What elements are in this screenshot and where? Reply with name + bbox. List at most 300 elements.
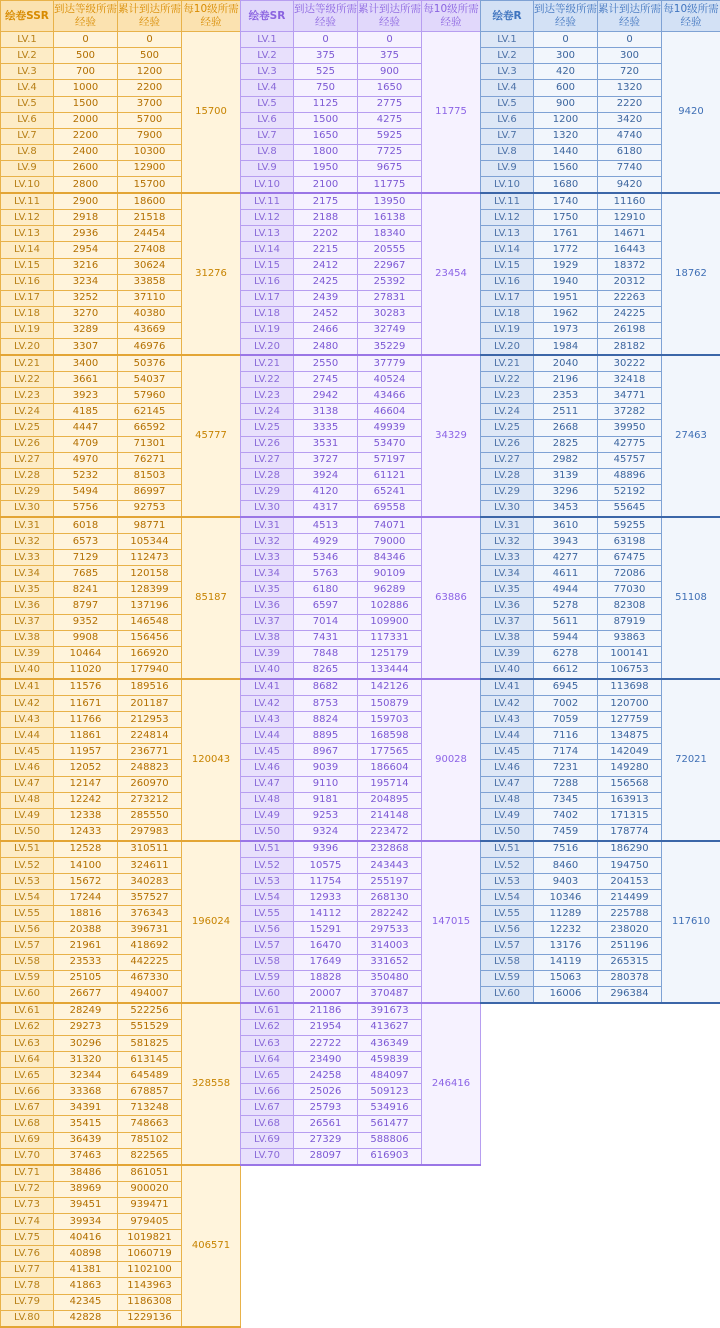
- level-cell: LV.11: [1, 193, 54, 210]
- level-cell: LV.26: [481, 436, 534, 452]
- level-cell: LV.7: [1, 128, 54, 144]
- cumulative-exp-cell: 214499: [598, 890, 662, 906]
- cumulative-exp-cell: 2200: [118, 80, 182, 96]
- cumulative-exp-cell: 39950: [598, 420, 662, 436]
- level-cell: LV.44: [1, 728, 54, 744]
- level-exp-cell: 1560: [534, 160, 598, 176]
- level-cell: LV.56: [241, 922, 294, 938]
- cumulative-exp-cell: 142049: [598, 744, 662, 760]
- cumulative-exp-cell: 5925: [358, 128, 422, 144]
- level-cell: LV.31: [1, 517, 54, 534]
- per-10-levels-exp-cell: 90028: [422, 679, 481, 841]
- sr-header-cell: 绘卷SR: [241, 1, 294, 32]
- level-exp-cell: 35415: [54, 1116, 118, 1132]
- level-cell: LV.44: [481, 728, 534, 744]
- cumulative-exp-cell: 63198: [598, 534, 662, 550]
- level-exp-cell: 2900: [54, 193, 118, 210]
- per-10-levels-exp-cell: 31276: [182, 193, 241, 355]
- level-exp-cell: 17244: [54, 890, 118, 906]
- cumulative-exp-cell: 28182: [598, 338, 662, 355]
- level-cell: LV.17: [481, 290, 534, 306]
- cumulative-exp-cell: 100141: [598, 646, 662, 662]
- level-cell: LV.49: [241, 808, 294, 824]
- cumulative-exp-cell: 331652: [358, 954, 422, 970]
- level-exp-cell: 6278: [534, 646, 598, 662]
- level-cell: LV.26: [241, 436, 294, 452]
- level-cell: LV.57: [241, 938, 294, 954]
- sr-header-cell: 到达等级所需经验: [294, 1, 358, 32]
- sr-header-cell: 每10级所需经验: [422, 1, 481, 32]
- cumulative-exp-cell: 243443: [358, 857, 422, 873]
- level-exp-cell: 3453: [534, 500, 598, 517]
- level-cell: LV.52: [241, 857, 294, 873]
- level-cell: LV.31: [481, 517, 534, 534]
- level-cell: LV.30: [481, 500, 534, 517]
- level-cell: LV.13: [1, 226, 54, 242]
- level-cell: LV.35: [1, 582, 54, 598]
- level-cell: LV.45: [481, 744, 534, 760]
- cumulative-exp-cell: 84346: [358, 550, 422, 566]
- level-cell: LV.41: [481, 679, 534, 696]
- table-row: [481, 193, 720, 210]
- cumulative-exp-cell: 748663: [118, 1116, 182, 1132]
- cumulative-exp-cell: 1186308: [118, 1294, 182, 1310]
- level-exp-cell: 17649: [294, 954, 358, 970]
- cumulative-exp-cell: 282242: [358, 906, 422, 922]
- cumulative-exp-cell: 24225: [598, 306, 662, 322]
- level-cell: LV.35: [481, 582, 534, 598]
- level-exp-cell: 12232: [534, 922, 598, 938]
- cumulative-exp-cell: 98771: [118, 517, 182, 534]
- cumulative-exp-cell: 720: [598, 64, 662, 80]
- level-cell: LV.39: [481, 646, 534, 662]
- level-exp-cell: 2200: [54, 128, 118, 144]
- cumulative-exp-cell: 939471: [118, 1197, 182, 1213]
- level-exp-cell: 6018: [54, 517, 118, 534]
- cumulative-exp-cell: 105344: [118, 534, 182, 550]
- cumulative-exp-cell: 265315: [598, 954, 662, 970]
- level-exp-cell: 38969: [54, 1181, 118, 1197]
- level-exp-cell: 7516: [534, 841, 598, 858]
- level-exp-cell: 8682: [294, 679, 358, 696]
- level-cell: LV.40: [1, 662, 54, 679]
- level-exp-cell: 4185: [54, 404, 118, 420]
- level-cell: LV.65: [241, 1068, 294, 1084]
- level-cell: LV.8: [1, 144, 54, 160]
- level-exp-cell: 10575: [294, 857, 358, 873]
- level-exp-cell: 8967: [294, 744, 358, 760]
- level-cell: LV.46: [241, 760, 294, 776]
- cumulative-exp-cell: 459839: [358, 1052, 422, 1068]
- per-10-levels-exp-cell: 51108: [662, 517, 720, 679]
- cumulative-exp-cell: 238020: [598, 922, 662, 938]
- cumulative-exp-cell: 133444: [358, 662, 422, 679]
- cumulative-exp-cell: 69558: [358, 500, 422, 517]
- level-exp-cell: 2918: [54, 210, 118, 226]
- level-exp-cell: 39451: [54, 1197, 118, 1213]
- level-exp-cell: 4970: [54, 452, 118, 468]
- level-cell: LV.24: [481, 404, 534, 420]
- cumulative-exp-cell: 37110: [118, 290, 182, 306]
- cumulative-exp-cell: 11775: [358, 177, 422, 194]
- level-exp-cell: 2425: [294, 274, 358, 290]
- cumulative-exp-cell: 1320: [598, 80, 662, 96]
- level-exp-cell: 3138: [294, 404, 358, 420]
- level-cell: LV.18: [241, 306, 294, 322]
- level-cell: LV.32: [481, 534, 534, 550]
- cumulative-exp-cell: 117331: [358, 630, 422, 646]
- level-exp-cell: 2550: [294, 355, 358, 372]
- level-exp-cell: 20007: [294, 986, 358, 1003]
- level-cell: LV.22: [1, 372, 54, 388]
- cumulative-exp-cell: 171315: [598, 808, 662, 824]
- level-cell: LV.67: [1, 1100, 54, 1116]
- cumulative-exp-cell: 979405: [118, 1214, 182, 1230]
- level-exp-cell: 11766: [54, 712, 118, 728]
- cumulative-exp-cell: 1229136: [118, 1310, 182, 1327]
- level-exp-cell: 2745: [294, 372, 358, 388]
- level-exp-cell: 2215: [294, 242, 358, 258]
- level-cell: LV.40: [481, 662, 534, 679]
- level-exp-cell: 26677: [54, 986, 118, 1003]
- level-cell: LV.39: [241, 646, 294, 662]
- level-exp-cell: 4317: [294, 500, 358, 517]
- level-cell: LV.54: [481, 890, 534, 906]
- cumulative-exp-cell: 178774: [598, 824, 662, 841]
- cumulative-exp-cell: 40524: [358, 372, 422, 388]
- cumulative-exp-cell: 109900: [358, 614, 422, 630]
- level-cell: LV.6: [241, 112, 294, 128]
- level-cell: LV.12: [481, 210, 534, 226]
- cumulative-exp-cell: 212953: [118, 712, 182, 728]
- cumulative-exp-cell: 268130: [358, 890, 422, 906]
- level-cell: LV.59: [241, 970, 294, 986]
- level-exp-cell: 2452: [294, 306, 358, 322]
- level-exp-cell: 375: [294, 48, 358, 64]
- level-cell: LV.22: [481, 372, 534, 388]
- cumulative-exp-cell: 30283: [358, 306, 422, 322]
- cumulative-exp-cell: 27408: [118, 242, 182, 258]
- cumulative-exp-cell: 25392: [358, 274, 422, 290]
- level-exp-cell: 7014: [294, 614, 358, 630]
- cumulative-exp-cell: 43466: [358, 388, 422, 404]
- level-exp-cell: 25026: [294, 1084, 358, 1100]
- r-header-cell: 每10级所需经验: [662, 1, 720, 32]
- level-exp-cell: 3335: [294, 420, 358, 436]
- level-cell: LV.3: [1, 64, 54, 80]
- level-cell: LV.29: [481, 484, 534, 500]
- sr-header-row: [241, 1, 481, 32]
- level-cell: LV.47: [241, 776, 294, 792]
- level-cell: LV.54: [1, 890, 54, 906]
- level-exp-cell: 2188: [294, 210, 358, 226]
- level-cell: LV.68: [1, 1116, 54, 1132]
- level-cell: LV.53: [241, 874, 294, 890]
- level-cell: LV.36: [481, 598, 534, 614]
- cumulative-exp-cell: 1019821: [118, 1230, 182, 1246]
- cumulative-exp-cell: 3420: [598, 112, 662, 128]
- level-cell: LV.4: [241, 80, 294, 96]
- table-row: [1, 1165, 241, 1182]
- level-exp-cell: 6945: [534, 679, 598, 696]
- level-cell: LV.15: [241, 258, 294, 274]
- level-exp-cell: 30296: [54, 1036, 118, 1052]
- cumulative-exp-cell: 324611: [118, 857, 182, 873]
- cumulative-exp-cell: 127759: [598, 712, 662, 728]
- level-exp-cell: 1929: [534, 258, 598, 274]
- level-exp-cell: 6612: [534, 662, 598, 679]
- level-cell: LV.48: [241, 792, 294, 808]
- level-exp-cell: 750: [294, 80, 358, 96]
- level-exp-cell: 900: [534, 96, 598, 112]
- cumulative-exp-cell: 236771: [118, 744, 182, 760]
- cumulative-exp-cell: 30624: [118, 258, 182, 274]
- level-exp-cell: 26561: [294, 1116, 358, 1132]
- level-exp-cell: 3924: [294, 468, 358, 484]
- cumulative-exp-cell: 137196: [118, 598, 182, 614]
- level-exp-cell: 2511: [534, 404, 598, 420]
- level-cell: LV.12: [1, 210, 54, 226]
- cumulative-exp-cell: 189516: [118, 679, 182, 696]
- level-cell: LV.16: [241, 274, 294, 290]
- level-cell: LV.11: [481, 193, 534, 210]
- level-cell: LV.23: [1, 388, 54, 404]
- ssr-header-cell: 每10级所需经验: [182, 1, 241, 32]
- level-cell: LV.6: [1, 112, 54, 128]
- cumulative-exp-cell: 21518: [118, 210, 182, 226]
- level-exp-cell: 3296: [534, 484, 598, 500]
- cumulative-exp-cell: 297983: [118, 824, 182, 841]
- cumulative-exp-cell: 4740: [598, 128, 662, 144]
- level-cell: LV.2: [481, 48, 534, 64]
- level-cell: LV.24: [241, 404, 294, 420]
- cumulative-exp-cell: 37282: [598, 404, 662, 420]
- level-exp-cell: 2954: [54, 242, 118, 258]
- cumulative-exp-cell: 616903: [358, 1148, 422, 1165]
- per-10-levels-exp-cell: 328558: [182, 1003, 241, 1165]
- level-exp-cell: 1951: [534, 290, 598, 306]
- level-exp-cell: 36439: [54, 1132, 118, 1148]
- cumulative-exp-cell: 18600: [118, 193, 182, 210]
- cumulative-exp-cell: 106753: [598, 662, 662, 679]
- level-cell: LV.45: [241, 744, 294, 760]
- cumulative-exp-cell: 37779: [358, 355, 422, 372]
- sr-table-body: [241, 32, 481, 1165]
- level-cell: LV.53: [481, 874, 534, 890]
- table-row: [481, 32, 720, 48]
- level-cell: LV.60: [241, 986, 294, 1003]
- level-cell: LV.44: [241, 728, 294, 744]
- level-exp-cell: 12052: [54, 760, 118, 776]
- cumulative-exp-cell: 340283: [118, 874, 182, 890]
- level-exp-cell: 3270: [54, 306, 118, 322]
- per-10-levels-exp-cell: 34329: [422, 355, 481, 517]
- level-cell: LV.72: [1, 1181, 54, 1197]
- table-row: [1, 1003, 241, 1020]
- r-exp-table: [480, 0, 720, 1004]
- level-exp-cell: 12433: [54, 824, 118, 841]
- level-exp-cell: 33368: [54, 1084, 118, 1100]
- per-10-levels-exp-cell: 120043: [182, 679, 241, 841]
- level-cell: LV.34: [241, 566, 294, 582]
- level-exp-cell: 12147: [54, 776, 118, 792]
- level-exp-cell: 4709: [54, 436, 118, 452]
- table-row: [241, 32, 481, 48]
- cumulative-exp-cell: 146548: [118, 614, 182, 630]
- level-exp-cell: 37463: [54, 1148, 118, 1165]
- table-row: [1, 679, 241, 696]
- level-exp-cell: 8824: [294, 712, 358, 728]
- cumulative-exp-cell: 232868: [358, 841, 422, 858]
- level-exp-cell: 11020: [54, 662, 118, 679]
- level-cell: LV.54: [241, 890, 294, 906]
- level-cell: LV.25: [1, 420, 54, 436]
- level-exp-cell: 3216: [54, 258, 118, 274]
- level-cell: LV.55: [481, 906, 534, 922]
- cumulative-exp-cell: 2775: [358, 96, 422, 112]
- level-exp-cell: 14100: [54, 857, 118, 873]
- level-cell: LV.61: [241, 1003, 294, 1020]
- table-row: [1, 32, 241, 48]
- level-cell: LV.15: [481, 258, 534, 274]
- cumulative-exp-cell: 46604: [358, 404, 422, 420]
- level-exp-cell: 1500: [294, 112, 358, 128]
- table-row: [241, 517, 481, 534]
- level-cell: LV.10: [241, 177, 294, 194]
- level-exp-cell: 9352: [54, 614, 118, 630]
- level-cell: LV.39: [1, 646, 54, 662]
- cumulative-exp-cell: 149280: [598, 760, 662, 776]
- cumulative-exp-cell: 561477: [358, 1116, 422, 1132]
- level-cell: LV.61: [1, 1003, 54, 1020]
- level-cell: LV.11: [241, 193, 294, 210]
- cumulative-exp-cell: 86997: [118, 484, 182, 500]
- level-cell: LV.52: [1, 857, 54, 873]
- level-exp-cell: 4929: [294, 534, 358, 550]
- cumulative-exp-cell: 82308: [598, 598, 662, 614]
- cumulative-exp-cell: 96289: [358, 582, 422, 598]
- level-cell: LV.63: [1, 1036, 54, 1052]
- cumulative-exp-cell: 186604: [358, 760, 422, 776]
- level-exp-cell: 1740: [534, 193, 598, 210]
- level-exp-cell: 3943: [534, 534, 598, 550]
- level-cell: LV.47: [1, 776, 54, 792]
- cumulative-exp-cell: 54037: [118, 372, 182, 388]
- cumulative-exp-cell: 7740: [598, 160, 662, 176]
- level-exp-cell: 34391: [54, 1100, 118, 1116]
- level-cell: LV.20: [241, 338, 294, 355]
- level-cell: LV.25: [241, 420, 294, 436]
- cumulative-exp-cell: 581825: [118, 1036, 182, 1052]
- level-cell: LV.13: [481, 226, 534, 242]
- cumulative-exp-cell: 201187: [118, 696, 182, 712]
- ssr-header-cell: 累计到达所需经验: [118, 1, 182, 32]
- cumulative-exp-cell: 46976: [118, 338, 182, 355]
- cumulative-exp-cell: 225788: [598, 906, 662, 922]
- per-10-levels-exp-cell: 85187: [182, 517, 241, 679]
- level-cell: LV.73: [1, 1197, 54, 1213]
- per-10-levels-exp-cell: 406571: [182, 1165, 241, 1327]
- level-exp-cell: 7402: [534, 808, 598, 824]
- level-cell: LV.33: [241, 550, 294, 566]
- cumulative-exp-cell: 12900: [118, 160, 182, 176]
- level-cell: LV.51: [241, 841, 294, 858]
- level-exp-cell: 7116: [534, 728, 598, 744]
- level-cell: LV.33: [1, 550, 54, 566]
- level-exp-cell: 3400: [54, 355, 118, 372]
- level-exp-cell: 25793: [294, 1100, 358, 1116]
- per-10-levels-exp-cell: 246416: [422, 1003, 481, 1165]
- cumulative-exp-cell: 62145: [118, 404, 182, 420]
- cumulative-exp-cell: 186290: [598, 841, 662, 858]
- level-cell: LV.3: [241, 64, 294, 80]
- cumulative-exp-cell: 49939: [358, 420, 422, 436]
- cumulative-exp-cell: 1143963: [118, 1278, 182, 1294]
- level-cell: LV.56: [1, 922, 54, 938]
- level-exp-cell: 2202: [294, 226, 358, 242]
- level-cell: LV.50: [481, 824, 534, 841]
- level-exp-cell: 28097: [294, 1148, 358, 1165]
- level-exp-cell: 42345: [54, 1294, 118, 1310]
- per-10-levels-exp-cell: 45777: [182, 355, 241, 517]
- level-exp-cell: 2466: [294, 322, 358, 338]
- level-exp-cell: 11957: [54, 744, 118, 760]
- cumulative-exp-cell: 72086: [598, 566, 662, 582]
- cumulative-exp-cell: 71301: [118, 436, 182, 452]
- cumulative-exp-cell: 24454: [118, 226, 182, 242]
- cumulative-exp-cell: 65241: [358, 484, 422, 500]
- cumulative-exp-cell: 53470: [358, 436, 422, 452]
- level-exp-cell: 11754: [294, 874, 358, 890]
- cumulative-exp-cell: 0: [598, 32, 662, 48]
- level-cell: LV.35: [241, 582, 294, 598]
- cumulative-exp-cell: 81503: [118, 468, 182, 484]
- level-cell: LV.9: [241, 160, 294, 176]
- level-exp-cell: 40416: [54, 1230, 118, 1246]
- cumulative-exp-cell: 2220: [598, 96, 662, 112]
- level-exp-cell: 8265: [294, 662, 358, 679]
- level-cell: LV.79: [1, 1294, 54, 1310]
- per-10-levels-exp-cell: 117610: [662, 841, 720, 1003]
- level-cell: LV.49: [1, 808, 54, 824]
- level-cell: LV.76: [1, 1246, 54, 1262]
- level-cell: LV.4: [1, 80, 54, 96]
- level-cell: LV.30: [1, 500, 54, 517]
- cumulative-exp-cell: 1200: [118, 64, 182, 80]
- level-cell: LV.16: [1, 274, 54, 290]
- cumulative-exp-cell: 588806: [358, 1132, 422, 1148]
- cumulative-exp-cell: 120158: [118, 566, 182, 582]
- level-exp-cell: 16470: [294, 938, 358, 954]
- level-cell: LV.70: [1, 1148, 54, 1165]
- cumulative-exp-cell: 500: [118, 48, 182, 64]
- level-exp-cell: 1440: [534, 144, 598, 160]
- cumulative-exp-cell: 214148: [358, 808, 422, 824]
- level-exp-cell: 2600: [54, 160, 118, 176]
- level-exp-cell: 1940: [534, 274, 598, 290]
- level-exp-cell: 2175: [294, 193, 358, 210]
- level-exp-cell: 4944: [534, 582, 598, 598]
- cumulative-exp-cell: 310511: [118, 841, 182, 858]
- level-exp-cell: 7345: [534, 792, 598, 808]
- level-exp-cell: 27329: [294, 1132, 358, 1148]
- level-exp-cell: 12338: [54, 808, 118, 824]
- level-exp-cell: 40898: [54, 1246, 118, 1262]
- cumulative-exp-cell: 33858: [118, 274, 182, 290]
- level-exp-cell: 500: [54, 48, 118, 64]
- level-exp-cell: 1973: [534, 322, 598, 338]
- cumulative-exp-cell: 87919: [598, 614, 662, 630]
